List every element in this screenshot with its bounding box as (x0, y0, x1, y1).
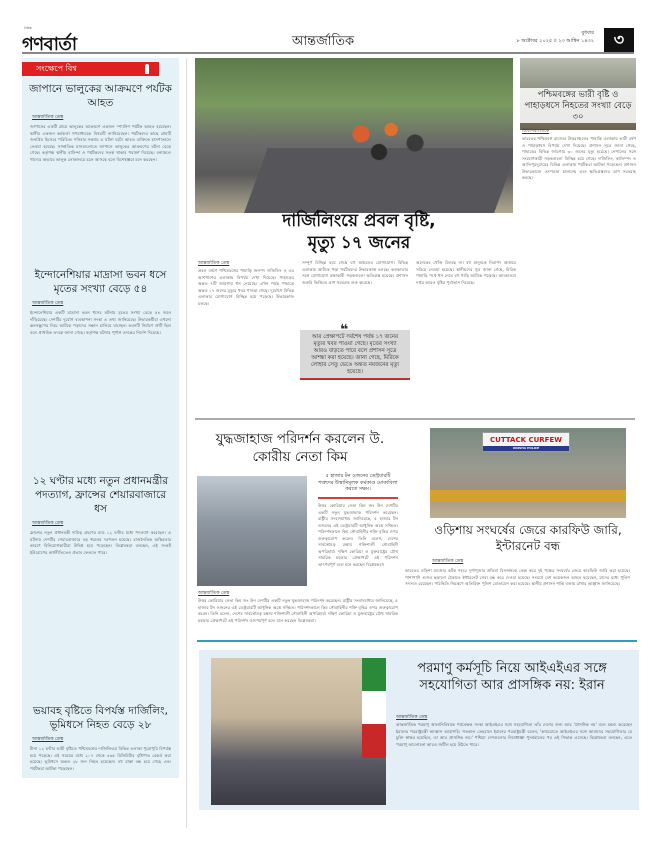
iran-press-photo (211, 658, 386, 805)
story-body: টানা ১২ ঘণ্টার ভারী বৃষ্টিতে পশ্চিমবঙ্গের দার্জিলিংয়ে বিভিন্ন এলাকা পুরোপুরি বিপর্যস্ত হয়ে পড়েছে। এই সময়ের মধ্যে ২০৭ থেকে ৪৬৫ মিলিমিটার বৃষ্টিপাত রেকর্ড করা হয়েছে। ভূমিধসে অন্তত ২৮ জন নিহত হয়েছেন। বহু রাস্তা বন্ধ হয়ে গেছে এবং পর্যটকরা আটকা পড়েছেন। (30, 746, 171, 771)
odisha-headline[interactable]: ওড়িশায় সংঘর্ষের জেরে কারফিউ জারি, ইন্টারনেট বন্ধ (434, 523, 622, 553)
sidebar-banner (22, 62, 159, 76)
curfew-sign (482, 432, 570, 452)
curfew-photo (430, 428, 626, 518)
kim-body-intro: উত্তর কোরিয়ার নেতা কিম জং উন দেশটির একটি নতুন যুদ্ধজাহাজ পরিদর্শন করেছেন। রাষ্ট্রীয় সংবাদমাধ্যম জানিয়েছে, ৫ হাজার টন ওজনের এই ডেস্ট্রয়ারটি আধুনিক অস্ত্রে সজ্জিত। পরিদর্শনকালে কিম নৌবাহিনীর শক্তি বৃদ্ধির ওপর গুরুত্বারোপ করেন। তিনি বলেন, দেশের সার্বভৌমত্ব রক্ষায় শক্তিশালী নৌবাহিনী অপরিহার্য। দক্ষিণ কোরিয়া ও যুক্তরাষ্ট্রের যৌথ সামরিক মহড়ার প্রেক্ষাপটে এই পরিদর্শন তাৎপর্যপূর্ণ বলে মনে করছেন বিশ্লেষকরা। (318, 503, 398, 567)
sidebar-world-brief (22, 58, 179, 778)
photo-rescuers (325, 98, 445, 188)
right-story-body: ভারতের পশ্চিমবঙ্গ রাজ্যের উত্তরাঞ্চলের পাহাড়ি এলাকায় ভারী বর্ষণ ও পাহাড়ধসে বিপর্যয় দেখা দিয়েছে। প্রশাসন সূত্রে জানা গেছে, পাহাড়ের বিভিন্ন জায়গায় ৩০ জনের মৃত্যু হয়েছে। নেপালের সঙ্গে সংযোগকারী সড়কগুলো বিচ্ছিন্ন হয়ে গেছে। দার্জিলিং, কালিম্পং ও আলিপুরদুয়ারের বিভিন্ন এলাকায় পর্যটকরা আটকা পড়েছেন। প্রশাসন উদ্ধারকাজে তৎপরতা চালাচ্ছে এবং ক্ষতিগ্রস্তদের ত্রাণ সরবরাহ করছে। (522, 136, 636, 180)
sidebar-banner-label: সংক্ষেপে বিশ্ব (36, 64, 77, 73)
lead-col-1: প্রবল বর্ষণে পশ্চিমবঙ্গের পাহাড়ি জনপদ দার্জিলিং ও এর আশপাশের এলাকায় বিপর্যয় দেখা দিয়েছে। পাহাড়ের অন্তত ৭টি জায়গায় ধস নেমেছে। এখন পর্যন্ত পাহাড়ে অন্তত ১৭ জনের মৃত্যুর খবর পাওয়া গেছে। দুর্যোগে বিভিন্ন এলাকার যোগাযোগ বিচ্ছিন্ন হয়ে পড়েছে। উদ্ধারকাজ চলছে। (198, 268, 294, 306)
kim-headline[interactable]: যুদ্ধজাহাজ পরিদর্শন করলেন উ. কোরীয় নেতা কিম (215, 431, 385, 465)
lead-col-3: অনেকের খোঁজ মিলছে না। বহু মানুষকে নিরাপদ আশ্রয়ে সরিয়ে নেওয়া হয়েছে। স্থানীয়দের সূত্র জানা গেছে, মিরিক পাহাড়ি পথে ধস নেমে বহু গাড়ি আটকে পড়েছে। আবহাওয়া দপ্তর আরও বৃষ্টির পূর্বাভাস দিয়েছে। (416, 260, 516, 285)
newspaper-logo: গণবার্তা (22, 34, 77, 55)
lead-byline: আন্তর্জাতিক ডেস্ক (198, 261, 230, 266)
iran-headline[interactable]: পরমাণু কর্মসূচি নিয়ে আইএইএর সঙ্গে সহযোগিতা আর প্রাসঙ্গিক নয়: ইরান (417, 661, 607, 693)
iran-flag (362, 658, 386, 758)
story-headline[interactable]: ১২ ঘণ্টার মধ্যে নতুন প্রধানমন্ত্রীর পদত্যাগ, ফ্রান্সের শেয়ারবাজারে ধস (32, 475, 169, 515)
brief-story-france (22, 474, 179, 700)
right-story-headline[interactable]: পশ্চিমবঙ্গের ভারী বৃষ্টি ও পাহাড়ধসে নিহতের সংখ্যা বেড়ে ৩০ (520, 88, 636, 123)
story-byline: আন্তর্জাতিক ডেস্ক (32, 115, 64, 120)
flood-rescue-photo (195, 58, 513, 213)
lead-col-2: সম্পূর্ণ বিচ্ছিন্ন হয়ে গেছে বহু অঞ্চলের যোগাযোগ। বিভিন্ন এলাকায় আটকে পড়া পর্যটকদের উদ্ধারকাজ চলছে। কলকাতার সঙ্গে যোগাযোগ রক্ষাকারী সড়কগুলো ক্ষতিগ্রস্ত হয়েছে। প্রশাসন জরুরি ভিত্তিতে ত্রাণ সরবরাহ শুরু করেছে। (302, 260, 408, 285)
section-divider (195, 418, 635, 420)
page-number: ৩ (604, 28, 634, 52)
brief-story-darjeeling (22, 704, 179, 826)
story-body: ফ্রান্সের নতুন প্রধানমন্ত্রী দায়িত্ব গ্রহণের মাত্র ১২ ঘণ্টার মধ্যে পদত্যাগ করেছেন। এ ঘটনায় দেশটির শেয়ারবাজারে বড় ধরনের দরপতন হয়েছে। রাজনৈতিক অস্থিরতার কারণে বিনিয়োগকারীরা উদ্বিগ্ন হয়ে পড়েছেন। বিশ্লেষকরা বলছেন, এই সংকট ইউরোপের অর্থনীতিতেও প্রভাব ফেলতে পারে। (30, 530, 171, 555)
iran-byline: আন্তর্জাতিক ডেস্ক (396, 715, 428, 720)
section-title: আন্তর্জাতিক (292, 34, 355, 49)
pull-quote: আর প্রেক্ষাপটে সর্বশেষ পর্যন্ত ১৭ জনের মৃত্যুর খবর পাওয়া গেছে। মৃতের সংখ্যা আরও বাড়তে পারে বলে প্রশাসন সূত্রে আশঙ্কা করা হয়েছে। জানা গেছে, মিরিকে লোহার সেতু ভেঙে অন্তত নয়জনের মৃত্যু হয়েছে। (300, 330, 410, 380)
lead-headline-line2: মৃত্যু ১৭ জনের (307, 233, 411, 253)
pin-icon (145, 64, 149, 74)
story-headline[interactable]: জাপানে ভালুকের আক্রমণে পর্যটক আহত (29, 83, 172, 109)
odisha-byline: আন্তর্জাতিক ডেস্ক (432, 559, 464, 564)
column-divider (186, 58, 187, 828)
story-byline: আন্তর্জাতিক ডেস্ক (32, 521, 64, 526)
police-barrier (430, 490, 626, 502)
story-body: ইন্দোনেশিয়ার একটি মাদ্রাসা ভবন ধসের ঘটনায় মৃতের সংখ্যা বেড়ে ৫৪ জনে দাঁড়িয়েছে। দেশটির দুর্যোগ ব্যবস্থাপনা সংস্থা এ তথ্য জানিয়েছে। উদ্ধারকর্মীরা এখনো ধ্বংসস্তূপের নিচে আটকে পড়াদের সন্ধান চালিয়ে যাচ্ছেন। ভবনটি নির্মাণে ত্রুটি ছিল বলে প্রাথমিক তদন্তে জানা গেছে। কর্তৃপক্ষ ঘটনার পূর্ণাঙ্গ তদন্তের নির্দেশ দিয়েছে। (30, 310, 171, 335)
kim-subhead: ৫ হাজার টন ওজনের ডেস্ট্রয়ারটি শত্রুদের উস্কানিমূলক কর্মকাণ্ড মোকাবিলা করতে সক্ষম। (318, 473, 398, 499)
blue-divider (197, 640, 637, 642)
story-body: জাপানের একটি গ্রামে ভালুকের আক্রমণে একজন স্প্যানিশ পর্যটক আহত হয়েছেন। স্থানীয় একজন কর্মকর্তা গণমাধ্যমকে বিষয়টি জানিয়েছেন। পর্যটকদের কাছে গ্রামটি জনপ্রিয় হিসেবে পরিচিত। শনিবার সন্ধ্যায় এ ঘটনা ঘটে। আহত ব্যক্তিকে হাসপাতালে নেওয়া হয়েছে। সাম্প্রতিক মাসগুলোতে জাপানে ভালুকের আক্রমণের ঘটনা বেড়ে গেছে। কর্তৃপক্ষ স্থানীয় বাসিন্দা ও পর্যটকদের সতর্ক থাকার পরামর্শ দিয়েছে। বনাঞ্চলে খাদ্যের অভাবে ভালুক লোকালয়ে চলে আসছে বলে বিশেষজ্ঞরা মনে করছেন। (30, 124, 171, 162)
date-label: ৮ অক্টোবর ২০২৫ ॥ ২৩ আশ্বিন ১৪৩২ (516, 38, 594, 44)
story-byline: আন্তর্জাতিক ডেস্ক (32, 737, 64, 742)
brief-story-japan (22, 82, 179, 264)
odisha-body: ভারতের ওড়িশা রাজ্যের কটক শহরে দুর্গাপূজার প্রতিমা বিসর্জনকে কেন্দ্র করে দুই পক্ষের সংঘর্ষের জেরে কারফিউ জারি করা হয়েছে। পাশাপাশি গুজব ছড়ানো ঠেকাতে ইন্টারনেট সেবা বন্ধ করে দেওয়া হয়েছে। সংঘর্ষে বেশ কয়েকজন আহত হয়েছেন, যাদের মধ্যে পুলিশ সদস্যও রয়েছেন। পরিস্থিতি নিয়ন্ত্রণে অতিরিক্ত পুলিশ মোতায়েন করা হয়েছে। স্থানীয় প্রশাসন শান্তি বজায় রাখার আহ্বান জানিয়েছে। (405, 568, 630, 586)
masthead (22, 28, 634, 54)
logo-tagline: দৈনিক (24, 26, 32, 30)
lead-headline[interactable] (200, 210, 518, 254)
story-headline[interactable]: ভয়াবহ বৃষ্টিতে বিপর্যস্ত দার্জিলিং, ভূমিধসে নিহত বেড়ে ২৮ (33, 705, 168, 731)
story-byline: আন্তর্জাতিক ডেস্ক (32, 301, 64, 306)
warship-photo (197, 476, 307, 586)
kim-byline: আন্তর্জাতিক ডেস্ক (198, 591, 230, 596)
curfew-sign-text: CUTTACK CURFEW (490, 436, 562, 444)
iran-body: আন্তর্জাতিক পরমাণু জ্বালানিবিষয়ক পর্যবেক্ষক সংস্থা আইএইএর সঙ্গে সহযোগিতা তাঁর দেশের জন্য আর 'প্রাসঙ্গিক নয়' বলে মন্তব্য করেছেন ইরানের পররাষ্ট্রমন্ত্রী আব্বাস আরাগচি। গতকাল তেহরানে ইরানের পররাষ্ট্রমন্ত্রী বলেন, 'কায়রোতে আইএইএর সঙ্গে আমাদের সহযোগিতার যে চুক্তি স্বাক্ষর হয়েছিল, তা আর প্রাসঙ্গিক নয়।' পশ্চিমা দেশগুলোর নিষেধাজ্ঞা পুনর্বহালের পর এই সিদ্ধান্ত এসেছে। বিশ্লেষকরা বলছেন, এতে পরমাণু আলোচনা আরও জটিল হয়ে উঠতে পারে। (396, 722, 632, 747)
kim-body: উত্তর কোরিয়ার নেতা কিম জং উন দেশটির একটি নতুন যুদ্ধজাহাজ পরিদর্শন করেছেন। রাষ্ট্রীয় সংবাদমাধ্যম জানিয়েছে, ৫ হাজার টন ওজনের এই ডেস্ট্রয়ারটি আধুনিক অস্ত্রে সজ্জিত। পরিদর্শনকালে কিম নৌবাহিনীর শক্তি বৃদ্ধির ওপর গুরুত্বারোপ করেন। তিনি বলেন, দেশের সার্বভৌমত্ব রক্ষায় শক্তিশালী নৌবাহিনী অপরিহার্য। দক্ষিণ কোরিয়া ও যুক্তরাষ্ট্রের যৌথ সামরিক মহড়ার প্রেক্ষাপটে এই পরিদর্শন তাৎপর্যপূর্ণ বলে মনে করছেন বিশ্লেষকরা। (198, 598, 398, 623)
lead-headline-line1: দার্জিলিংয়ে প্রবল বৃষ্টি, (282, 211, 436, 231)
day-label: বুধবার (581, 30, 594, 36)
brief-story-indonesia (22, 268, 179, 470)
story-headline[interactable]: ইন্দোনেশিয়ার মাদ্রাসা ভবন ধসে মৃতের সংখ্যা বেড়ে ৫৪ (34, 269, 167, 295)
right-story-byline: বিবিসিবাংলাকে (522, 129, 550, 134)
curfew-sign-sub: ODISHA POLICE (483, 446, 569, 451)
